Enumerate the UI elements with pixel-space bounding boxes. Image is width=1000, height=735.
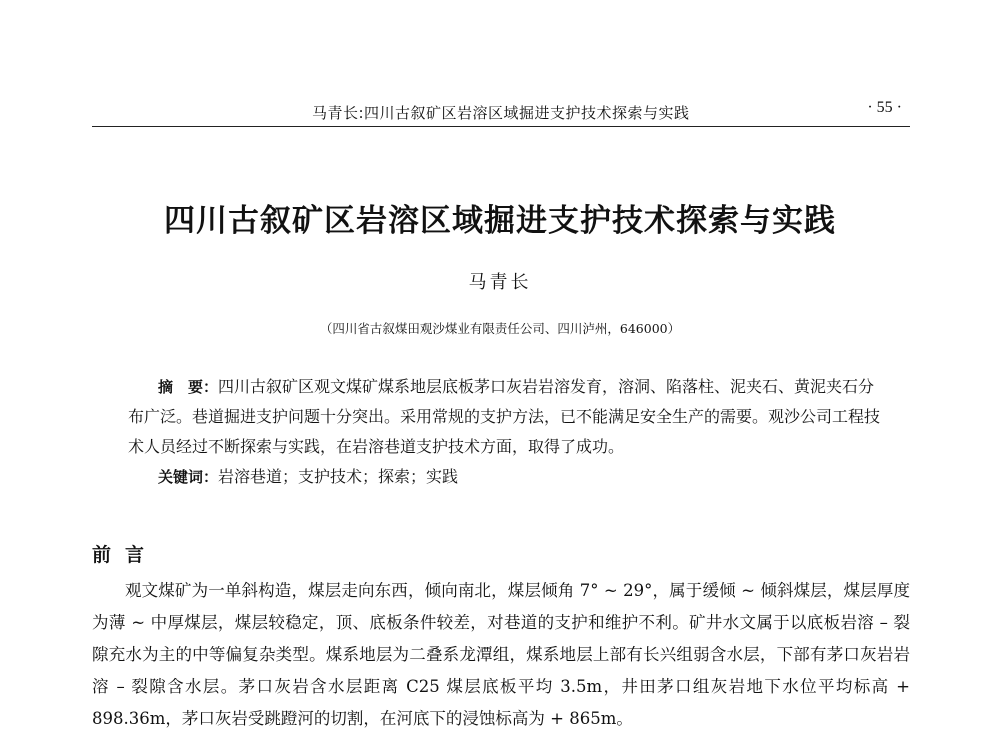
article-title: 四川古叙矿区岩溶区域掘进支护技术探索与实践	[164, 203, 836, 239]
keywords	[158, 462, 883, 492]
section-body: 观文煤矿为一单斜构造，煤层走向东西，倾向南北，煤层倾角 7° ~ 29°，属于缓倾 ~ 倾斜煤层，煤层厚度为薄 ~ 中厚煤层，煤层较稳定，顶、底板条件较差，对巷道的支护和维护不利。矿井水文属于以底板岩溶 – 裂隙充水为主的中等偏复杂类型。煤系地层为二叠系龙潭组，煤系地层上部有长兴组弱含水层，下部有茅口灰岩岩溶 – 裂隙含水层。茅口灰岩含水层距离 C25 煤层底板平均 3.5m，井田茅口组灰岩地下水位平均标高 + 898.36m，茅口灰岩受跳蹬河的切割，在河底下的浸蚀标高为 + 865m。	[92, 581, 910, 728]
page-number: · 55 ·	[867, 99, 902, 116]
running-header	[92, 96, 910, 127]
keywords-text: 岩溶巷道；支护技术；探索；实践	[218, 467, 459, 486]
running-title: 马青长:四川古叙矿区岩溶区域掘进支护技术探索与实践	[312, 104, 690, 122]
author: 马青长	[468, 272, 532, 293]
affiliation: （四川省古叙煤田观沙煤业有限责任公司、四川泸州，646000）	[319, 321, 681, 336]
section-heading: 前言	[92, 544, 159, 566]
abstract	[128, 372, 883, 462]
keywords-label: 关键词：	[158, 468, 219, 486]
abstract-text: 四川古叙矿区观文煤矿煤系地层底板茅口灰岩岩溶发育，溶洞、陷落柱、泥夹石、黄泥夹石分布广泛。巷道掘进支护问题十分突出。采用常规的支护方法，已不能满足安全生产的需要。观沙公司工程技术人员经过不断探索与实践，在岩溶巷道支护技术方面，取得了成功。	[128, 377, 881, 456]
abstract-label: 摘 要：	[158, 378, 219, 396]
